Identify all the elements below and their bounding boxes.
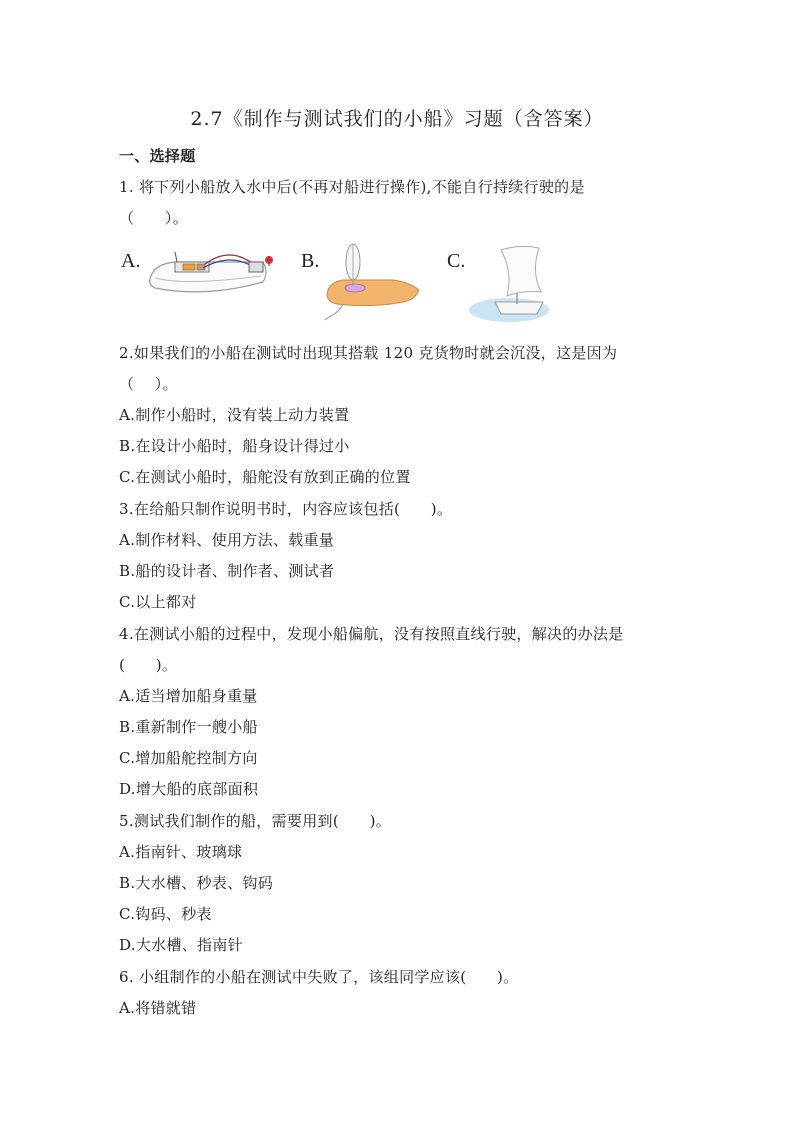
question-5-option-d: D.大水槽、指南针 bbox=[119, 936, 243, 954]
question-3-option-b: B.船的设计者、制作者、测试者 bbox=[119, 562, 335, 580]
question-4-text: 4.在测试小船的过程中，发现小船偏航，没有按照直线行驶，解决的办法是 bbox=[119, 625, 624, 643]
question-5-option-c: C.钩码、秒表 bbox=[119, 905, 212, 923]
question-4-option-d: D.增大船的底部面积 bbox=[119, 780, 259, 798]
question-2-text: 2.如果我们的小船在测试时出现其搭载 120 克货物时就会沉没，这是因为 bbox=[119, 344, 618, 362]
figure-a-label: A. bbox=[121, 250, 141, 272]
question-1-text: 1. 将下列小船放入水中后(不再对船进行操作),不能自行持续行驶的是 bbox=[119, 178, 585, 196]
question-5-text: 5.测试我们制作的船，需要用到( )。 bbox=[119, 812, 392, 830]
question-5-option-a: A.指南针、玻璃球 bbox=[119, 843, 243, 861]
question-3-option-a: A.制作材料、使用方法、载重量 bbox=[119, 531, 335, 549]
question-1-blank: （ ）。 bbox=[119, 209, 189, 227]
page-title: 2.7《制作与测试我们的小船》习题（含答案） bbox=[190, 108, 604, 130]
electric-boat-illustration bbox=[145, 242, 275, 304]
question-2-blank: （ ）。 bbox=[119, 375, 178, 393]
question-1-figures bbox=[119, 242, 559, 324]
question-2-option-b: B.在设计小船时，船身设计得过小 bbox=[119, 437, 350, 455]
question-2-option-a: A.制作小船时，没有装上动力装置 bbox=[119, 406, 350, 424]
balloon-boat-illustration bbox=[323, 242, 423, 322]
question-3-text: 3.在给船只制作说明书时，内容应该包括( )。 bbox=[119, 500, 453, 518]
question-4-option-c: C.增加船舵控制方向 bbox=[119, 749, 258, 767]
question-4-option-a: A.适当增加船身重量 bbox=[119, 687, 258, 705]
sailboat-illustration bbox=[467, 242, 559, 324]
question-2-option-c: C.在测试小船时，船舵没有放到正确的位置 bbox=[119, 468, 411, 486]
question-3-option-c: C.以上都对 bbox=[119, 593, 197, 611]
figure-b-label: B. bbox=[301, 250, 320, 272]
question-4-option-b: B.重新制作一艘小船 bbox=[119, 718, 258, 736]
question-5-option-b: B.大水槽、秒表、钩码 bbox=[119, 874, 274, 892]
question-6-option-a: A.将错就错 bbox=[119, 999, 197, 1017]
section-heading: 一、选择题 bbox=[119, 147, 196, 165]
figure-c-label: C. bbox=[447, 250, 466, 272]
question-6-text: 6. 小组制作的小船在测试中失败了，该组同学应该( )。 bbox=[119, 968, 519, 986]
question-4-blank: ( )。 bbox=[119, 656, 178, 674]
